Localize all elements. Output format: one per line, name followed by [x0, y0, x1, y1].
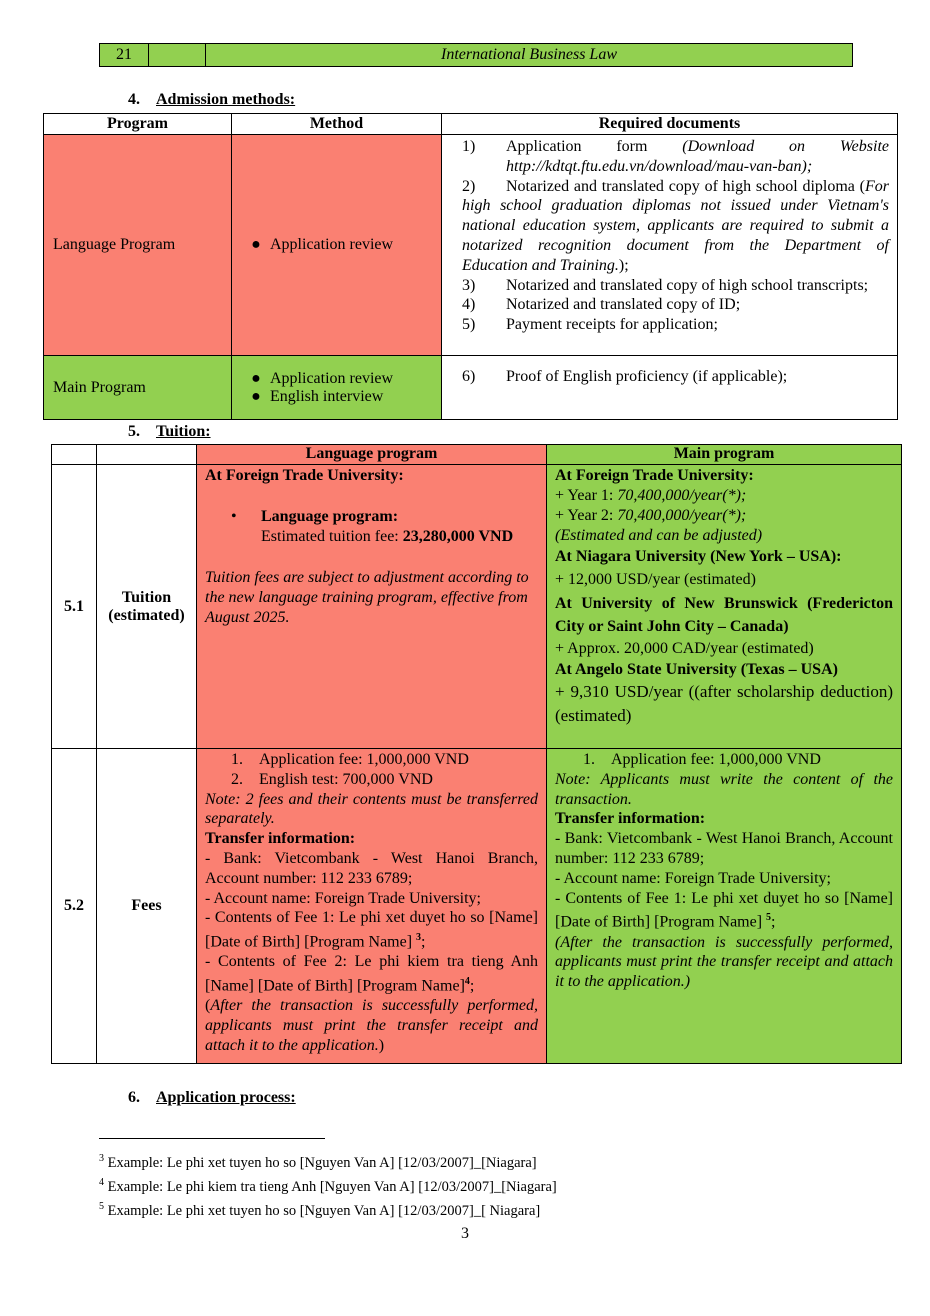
col-language-program: Language program — [197, 445, 547, 465]
unb-fee: + Approx. 20,000 CAD/year (estimated) — [555, 640, 814, 657]
doc-2: 2) Notarized and translated copy of high school diploma (For high school graduation diplomas not issued under Vietnam's national education system, applicants are required to submit a notarized recognition document from the Department of Education and Training.); — [462, 177, 889, 274]
transfer-heading: Transfer information: — [555, 810, 706, 828]
section5-heading: 5. Tuition: — [128, 423, 211, 440]
angelo-fee: + 9,310 USD/year ((after scholarship deduction) (estimated) — [555, 682, 893, 725]
bank-info: - Bank: Vietcombank - West Hanoi Branch, Account number: 112 233 6789; — [205, 849, 538, 887]
col-required-docs: Required documents — [442, 114, 898, 135]
after-note: (After the transaction is successfully performed, applicants must print the transfer receipt and attach it to the application.) — [205, 997, 538, 1054]
fees-language-cell — [197, 749, 547, 1064]
header-title: International Business Law — [206, 44, 853, 67]
footnote-3: $^3$ Example: Le phi xet tuyen ho so [Nguyen Van A] [12/03/2007]_[Niagara] — [99, 1153, 537, 1171]
row-num-5-2: 5.2 — [52, 749, 97, 1064]
doc-5: 5) Payment receipts for application; — [462, 316, 718, 334]
footnote-divider — [99, 1138, 325, 1139]
list-item: 2. English test: 700,000 VND — [231, 770, 433, 788]
list-item: ● English interview — [251, 387, 384, 405]
niagara-fee: + 12,000 USD/year (estimated) — [555, 571, 756, 588]
method-main — [232, 356, 442, 420]
adjust-note: (Estimated and can be adjusted) — [555, 527, 763, 544]
header-bar — [99, 43, 853, 67]
admission-table — [43, 113, 898, 420]
col-method: Method — [232, 114, 442, 135]
list-item: ● Application review — [251, 369, 394, 387]
fee1-content: - Contents of Fee 1: Le phi xet duyet ho so [Name] [Date of Birth] [Program Name] $^5$; — [555, 889, 893, 931]
row-num-5-1: 5.1 — [52, 465, 97, 749]
header-cell-empty — [97, 445, 197, 465]
unb-heading: At University of New Brunswick (Fredericton City or Saint John City – Canada) — [555, 595, 893, 635]
section6-heading: 6. Application process: — [128, 1089, 296, 1106]
program-language: Language Program — [44, 135, 232, 356]
header-cell-empty — [52, 445, 97, 465]
doc-1: 1) Application form (Download on Website http://kdtqt.ftu.edu.vn/download/mau-van-ban); — [462, 138, 889, 175]
method-language — [232, 135, 442, 356]
ftu-heading: At Foreign Trade University: — [205, 467, 404, 484]
header-num: 21 — [100, 44, 149, 67]
col-main-program: Main program — [547, 445, 902, 465]
niagara-heading: At Niagara University (New York – USA): — [555, 548, 842, 565]
transfer-heading: Transfer information: — [205, 830, 356, 848]
after-note: (After the transaction is successfully performed, applicants must print the transfer receipt and attach it to the application.) — [555, 933, 893, 991]
list-item: ● Application review — [251, 236, 394, 253]
tuition-language-cell — [197, 465, 547, 749]
bank-info: - Bank: Vietcombank - West Hanoi Branch, Account number: 112 233 6789; — [555, 830, 893, 867]
fees-main-cell — [547, 749, 902, 1064]
tuition-note: Tuition fees are subject to adjustment according to the new language training program, effective from August 2025. — [205, 569, 529, 626]
row-label-fees: Fees — [97, 749, 197, 1064]
account-name: - Account name: Foreign Trade University; — [555, 869, 831, 887]
page-number: 3 — [461, 1225, 469, 1242]
footnote-5: $^5$ Example: Le phi xet tuyen ho so [Nguyen Van A] [12/03/2007]_[ Niagara] — [99, 1201, 541, 1219]
angelo-heading: At Angelo State University (Texas – USA) — [555, 661, 838, 678]
fee1-content: - Contents of Fee 1: Le phi xet duyet ho so [Name] [Date of Birth] [Program Name] $^3$; — [205, 909, 538, 951]
tuition-main-cell — [547, 465, 902, 749]
col-program: Program — [44, 114, 232, 135]
footnote-4: $^4$ Example: Le phi kiem tra tieng Anh [Nguyen Van A] [12/03/2007]_[Niagara] — [99, 1177, 557, 1195]
fee2-content: - Contents of Fee 2: Le phi kiem tra tieng Anh [Name] [Date of Birth] [Program Name]$^4$; — [205, 953, 538, 995]
fees-note: Note: Applicants must write the content of the transaction. — [555, 770, 893, 808]
fees-note: Note: 2 fees and their contents must be transferred separately. — [205, 790, 538, 828]
header-empty — [149, 44, 206, 67]
docs-main — [442, 356, 898, 420]
ftu-heading: At Foreign Trade University: — [555, 467, 754, 484]
year1-fee: + Year 1: 70,400,000/year(*); — [555, 487, 747, 504]
list-item: 1. Application fee: 1,000,000 VND — [231, 751, 469, 768]
list-item: 1. Application fee: 1,000,000 VND — [583, 751, 821, 768]
tuition-table — [51, 444, 902, 1064]
docs-language — [442, 135, 898, 356]
year2-fee: + Year 2: 70,400,000/year(*); — [555, 507, 747, 524]
account-name: - Account name: Foreign Trade University; — [205, 889, 481, 907]
doc-3: 3) Notarized and translated copy of high school transcripts; — [462, 276, 869, 294]
program-main: Main Program — [44, 356, 232, 420]
list-item: • Language program: Estimated tuition fee: 23,280,000 VND — [231, 508, 514, 545]
doc-6: 6) Proof of English proficiency (if applicable); — [462, 368, 788, 385]
row-label-tuition: Tuition (estimated) — [97, 465, 197, 749]
doc-4: 4) Notarized and translated copy of ID; — [462, 296, 741, 314]
section4-heading: 4. Admission methods: — [128, 91, 296, 108]
